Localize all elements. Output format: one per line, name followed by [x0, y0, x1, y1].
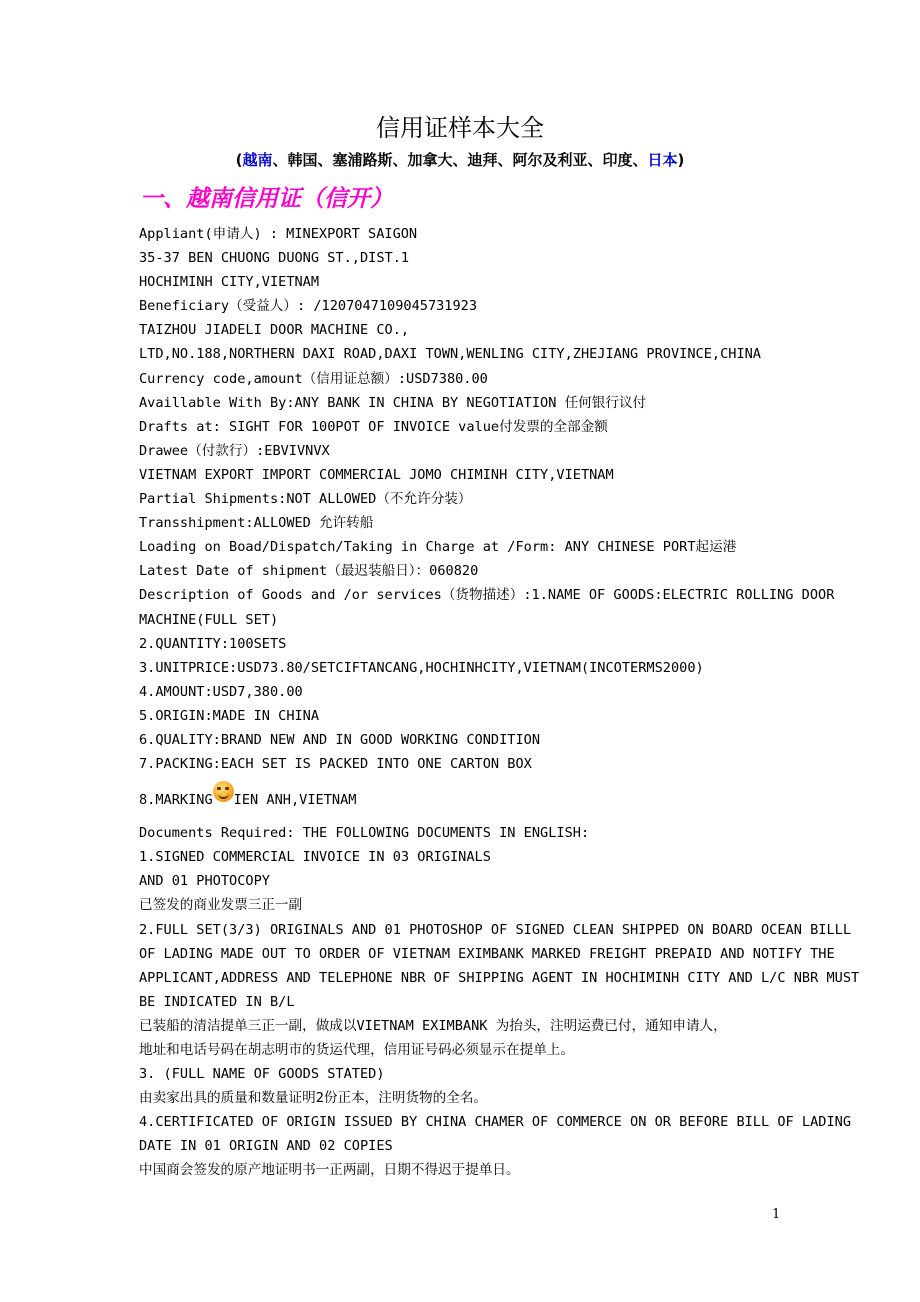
marking-line — [139, 776, 819, 812]
page-number: 1 — [772, 1207, 781, 1222]
document-title: 信用证样本大全 — [376, 114, 544, 142]
text-line: 中国商会签发的原产地证明书一正两副，日期不得迟于提单日。 — [139, 1162, 520, 1179]
text-line: Documents Required: THE FOLLOWING DOCUMENTS IN ENGLISH: — [139, 825, 590, 842]
text-line: 2.FULL SET(3/3) ORIGINALS AND 01 PHOTOSHOP OF SIGNED CLEAN SHIPPED ON BOARD OCEAN BILLL — [139, 921, 852, 938]
section-heading-vietnam-lc: 一、越南信用证（信开） — [140, 185, 393, 212]
text-line: Drafts at: SIGHT FOR 100POT OF INVOICE value付发票的全部金额 — [139, 418, 608, 435]
text-line: 35-37 BEN CHUONG DUONG ST.,DIST.1 — [139, 250, 410, 267]
text-line: 4.AMOUNT:USD7,380.00 — [139, 683, 303, 700]
text-line: 3. (FULL NAME OF GOODS STATED) — [139, 1066, 385, 1083]
text-line: 7.PACKING:EACH SET IS PACKED INTO ONE CARTON BOX — [139, 756, 532, 773]
text-line: TAIZHOU JIADELI DOOR MACHINE CO., — [139, 322, 410, 339]
text-line: BE INDICATED IN B/L — [139, 993, 295, 1010]
text-line: Currency code,amount（信用证总额）:USD7380.00 — [139, 370, 488, 387]
spacer — [139, 812, 819, 821]
text-line: 5.ORIGIN:MADE IN CHINA — [139, 707, 320, 724]
text-line: MACHINE(FULL SET) — [139, 611, 279, 628]
text-line: Loading on Boad/Dispatch/Taking in Charge at /Form: ANY CHINESE PORT起运港 — [139, 539, 737, 556]
subtitle-country-list: 、韩国、塞浦路斯、加拿大、迪拜、阿尔及利亚、印度、 — [272, 151, 648, 169]
marking-suffix: IEN ANH,VIETNAM — [233, 792, 357, 809]
subtitle-country-japan: 日本 — [647, 151, 678, 169]
document-subtitle — [0, 147, 920, 173]
text-line: 由卖家出具的质量和数量证明2份正本，注明货物的全名。 — [139, 1090, 488, 1107]
text-line: Latest Date of shipment（最迟装船日）：060820 — [139, 563, 479, 580]
text-line: Drawee（付款行）:EBVIVNVX — [139, 442, 330, 459]
text-line: 地址和电话号码在胡志明市的货运代理，信用证号码必须显示在提单上。 — [139, 1042, 574, 1058]
text-line: APPLICANT,ADDRESS AND TELEPHONE NBR OF SHIPPING AGENT IN HOCHIMINH CITY AND L/C NBR MUST — [139, 969, 860, 986]
marking-prefix: 8.MARKING — [139, 792, 213, 809]
text-line: DATE IN 01 ORIGIN AND 02 COPIES — [139, 1138, 393, 1155]
text-line: OF LADING MADE OUT TO ORDER OF VIETNAM EXIMBANK MARKED FREIGHT PREPAID AND NOTIFY THE — [139, 945, 835, 962]
subtitle-open-paren: ( — [235, 151, 243, 169]
text-line: Partial Shipments:NOT ALLOWED（不允许分装） — [139, 491, 472, 508]
text-line: Appliant(申请人) : MINEXPORT SAIGON — [139, 226, 418, 242]
document-body — [139, 222, 860, 1183]
text-line: 6.QUALITY:BRAND NEW AND IN GOOD WORKING CONDITION — [139, 731, 541, 748]
subtitle-close-paren: ) — [677, 151, 685, 169]
text-line: Availlable With By:ANY BANK IN CHINA BY NEGOTIATION 任何银行议付 — [139, 394, 647, 411]
text-line: LTD,NO.188,NORTHERN DAXI ROAD,DAXI TOWN,WENLING CITY,ZHEJIANG PROVINCE,CHINA — [139, 346, 761, 363]
text-line: 3.UNITPRICE:USD73.80/SETCIFTANCANG,HOCHINHCITY,VIETNAM(INCOTERMS2000) — [139, 659, 704, 676]
text-line: AND 01 PHOTOCOPY — [139, 873, 270, 890]
text-line: HOCHIMINH CITY,VIETNAM — [139, 274, 320, 291]
smiley-emoticon-icon — [213, 781, 234, 802]
subtitle-country-vietnam: 越南 — [242, 151, 273, 169]
text-line: 2.QUANTITY:100SETS — [139, 635, 287, 652]
text-line: Description of Goods and /or services（货物描述）:1.NAME OF GOODS:ELECTRIC ROLLING DOOR — [139, 587, 835, 604]
text-line: 已装船的清洁提单三正一副，做成以VIETNAM EXIMBANK 为抬头，注明运费已付，通知申请人， — [139, 1017, 727, 1034]
text-line: Transshipment:ALLOWED 允许转船 — [139, 515, 374, 532]
text-line: 已签发的商业发票三正一副 — [139, 897, 303, 914]
text-line: 1.SIGNED COMMERCIAL INVOICE IN 03 ORIGINALS — [139, 849, 491, 866]
text-line: VIETNAM EXPORT IMPORT COMMERCIAL JOMO CHIMINH CITY,VIETNAM — [139, 466, 614, 483]
text-line: 4.CERTIFICATED OF ORIGIN ISSUED BY CHINA CHAMER OF COMMERCE ON OR BEFORE BILL OF LADING — [139, 1114, 852, 1131]
text-line: Beneficiary（受益人）: /1207047109045731923 — [139, 298, 478, 315]
